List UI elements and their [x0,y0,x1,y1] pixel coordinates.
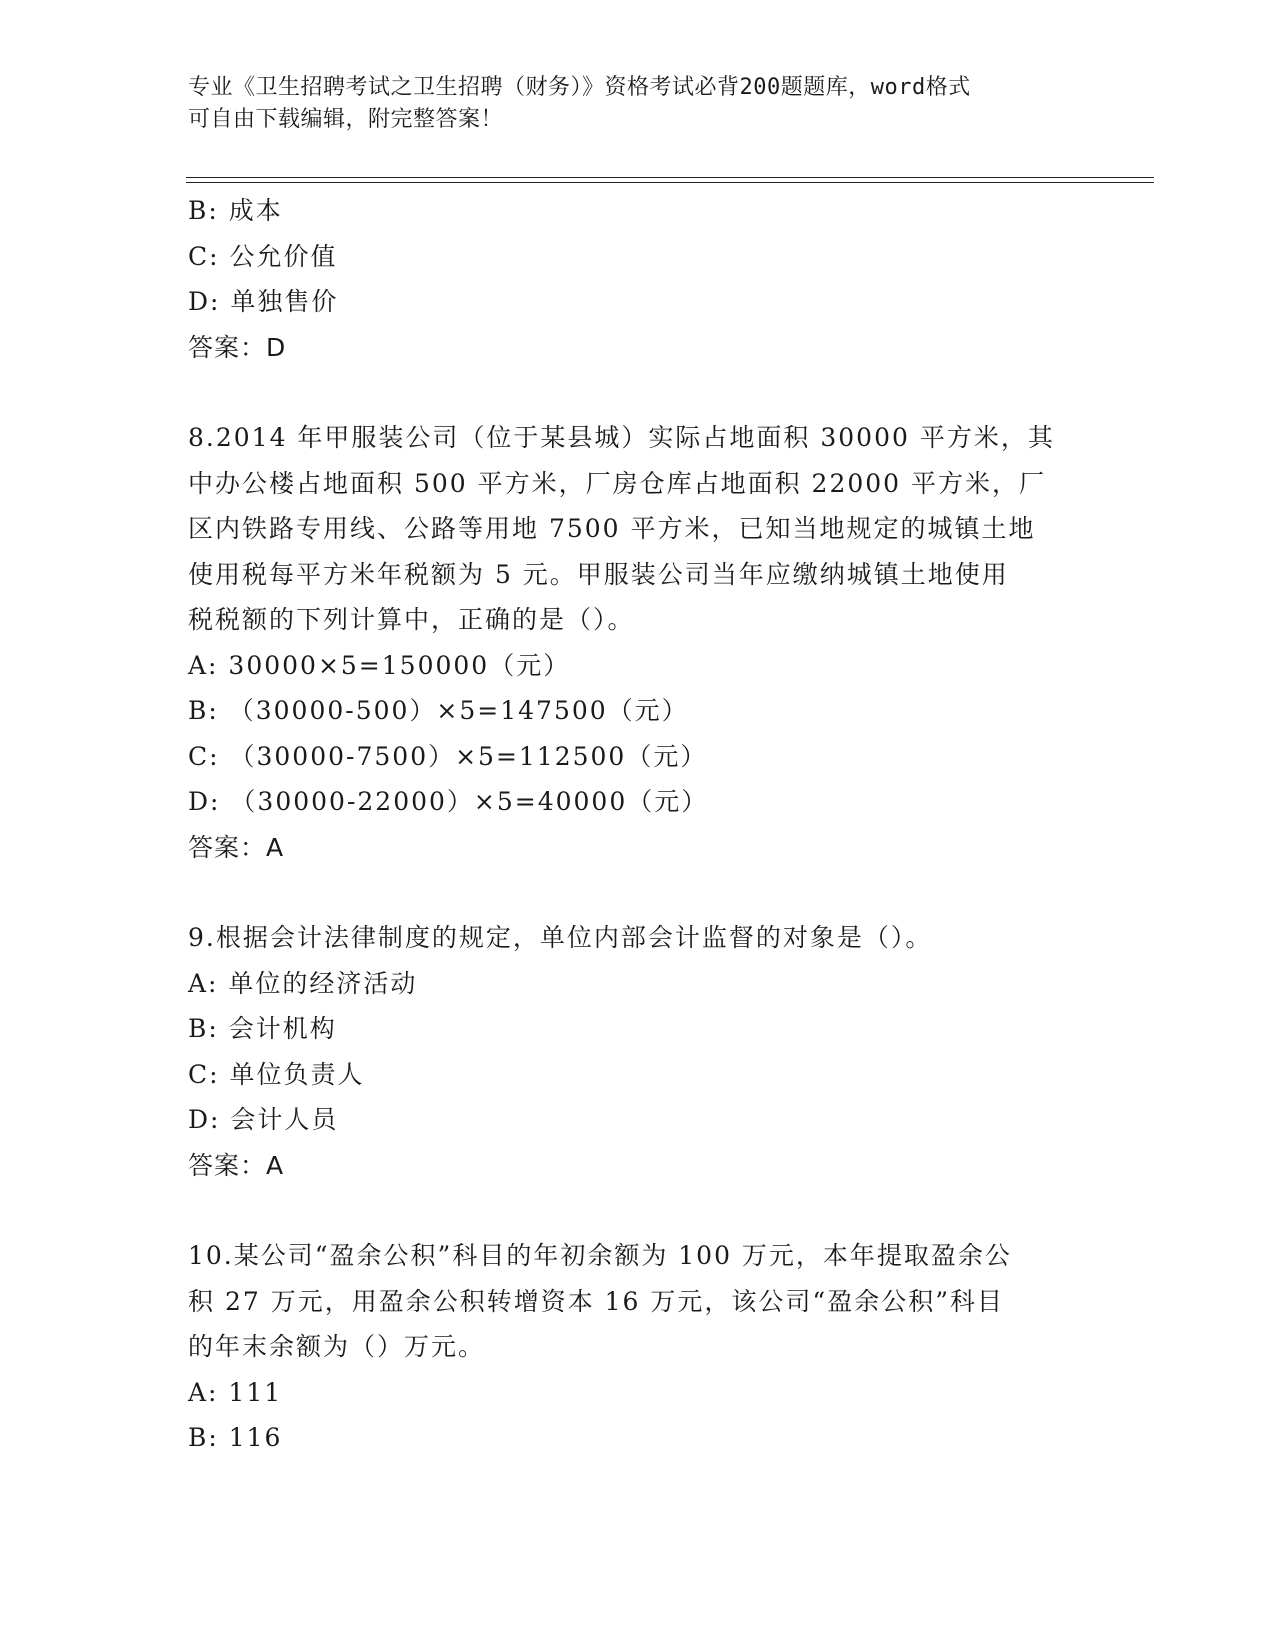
answer: 答案：A [188,1150,285,1180]
option-a: A: 30000×5=150000（元） [188,650,571,680]
question-stem-line: 8.2014 年甲服装公司（位于某县城）实际占地面积 30000 平方米，其 [188,423,1055,452]
option-b: B: 成本 [188,196,283,225]
question-10 [188,1233,1088,1461]
question-stem-line: 中办公楼占地面积 500 平方米，厂房仓库占地面积 22000 平方米，厂 [188,468,1047,498]
document-header [188,72,1068,136]
question-9 [188,915,1088,1188]
option-c: C: 单位负责人 [188,1059,365,1089]
question-stem-line: 10.某公司“盈余公积”科目的年初余额为 100 万元，本年提取盈余公 [188,1241,1012,1270]
question-stem-line: 的年末余额为（）万元。 [188,1332,486,1361]
option-a: A: 单位的经济活动 [188,968,418,998]
option-a: A: 111 [188,1377,283,1407]
question-stem-line: 使用税每平方米年税额为 5 元。甲服装公司当年应缴纳城镇土地使用 [188,559,1009,589]
question-stem-line: 积 27 万元，用盈余公积转增资本 16 万元，该公司“盈余公积”科目 [188,1286,1004,1316]
answer: 答案：A [188,832,285,862]
option-b: B: 会计机构 [188,1014,337,1043]
option-c: C: 公允价值 [188,241,338,271]
option-c: C: （30000-7500）×5=112500（元） [188,741,708,771]
option-b: B: （30000-500）×5=147500（元） [188,696,689,725]
answer: 答案：D [188,332,287,362]
question-8 [188,415,1088,870]
question-7 [188,188,1088,370]
option-d: D: 会计人员 [188,1105,339,1134]
header-title-line-2: 可自由下载编辑，附完整答案！ [188,107,504,132]
question-stem-line: 税税额的下列计算中，正确的是（）。 [188,605,635,634]
question-stem-line: 9.根据会计法律制度的规定，单位内部会计监督的对象是（）。 [188,923,933,952]
option-d: D: （30000-22000）×5=40000（元） [188,787,709,816]
option-d: D: 单独售价 [188,287,339,316]
option-b: B: 116 [188,1423,283,1452]
document-body [188,188,1088,1461]
question-stem-line: 区内铁路专用线、公路等用地 7500 平方米，已知当地规定的城镇土地 [188,514,1036,543]
header-divider-bottom [186,182,1154,183]
header-divider-top [186,177,1154,178]
header-title-line-1: 专业《卫生招聘考试之卫生招聘（财务）》资格考试必背200题题库，word格式 [188,75,971,100]
